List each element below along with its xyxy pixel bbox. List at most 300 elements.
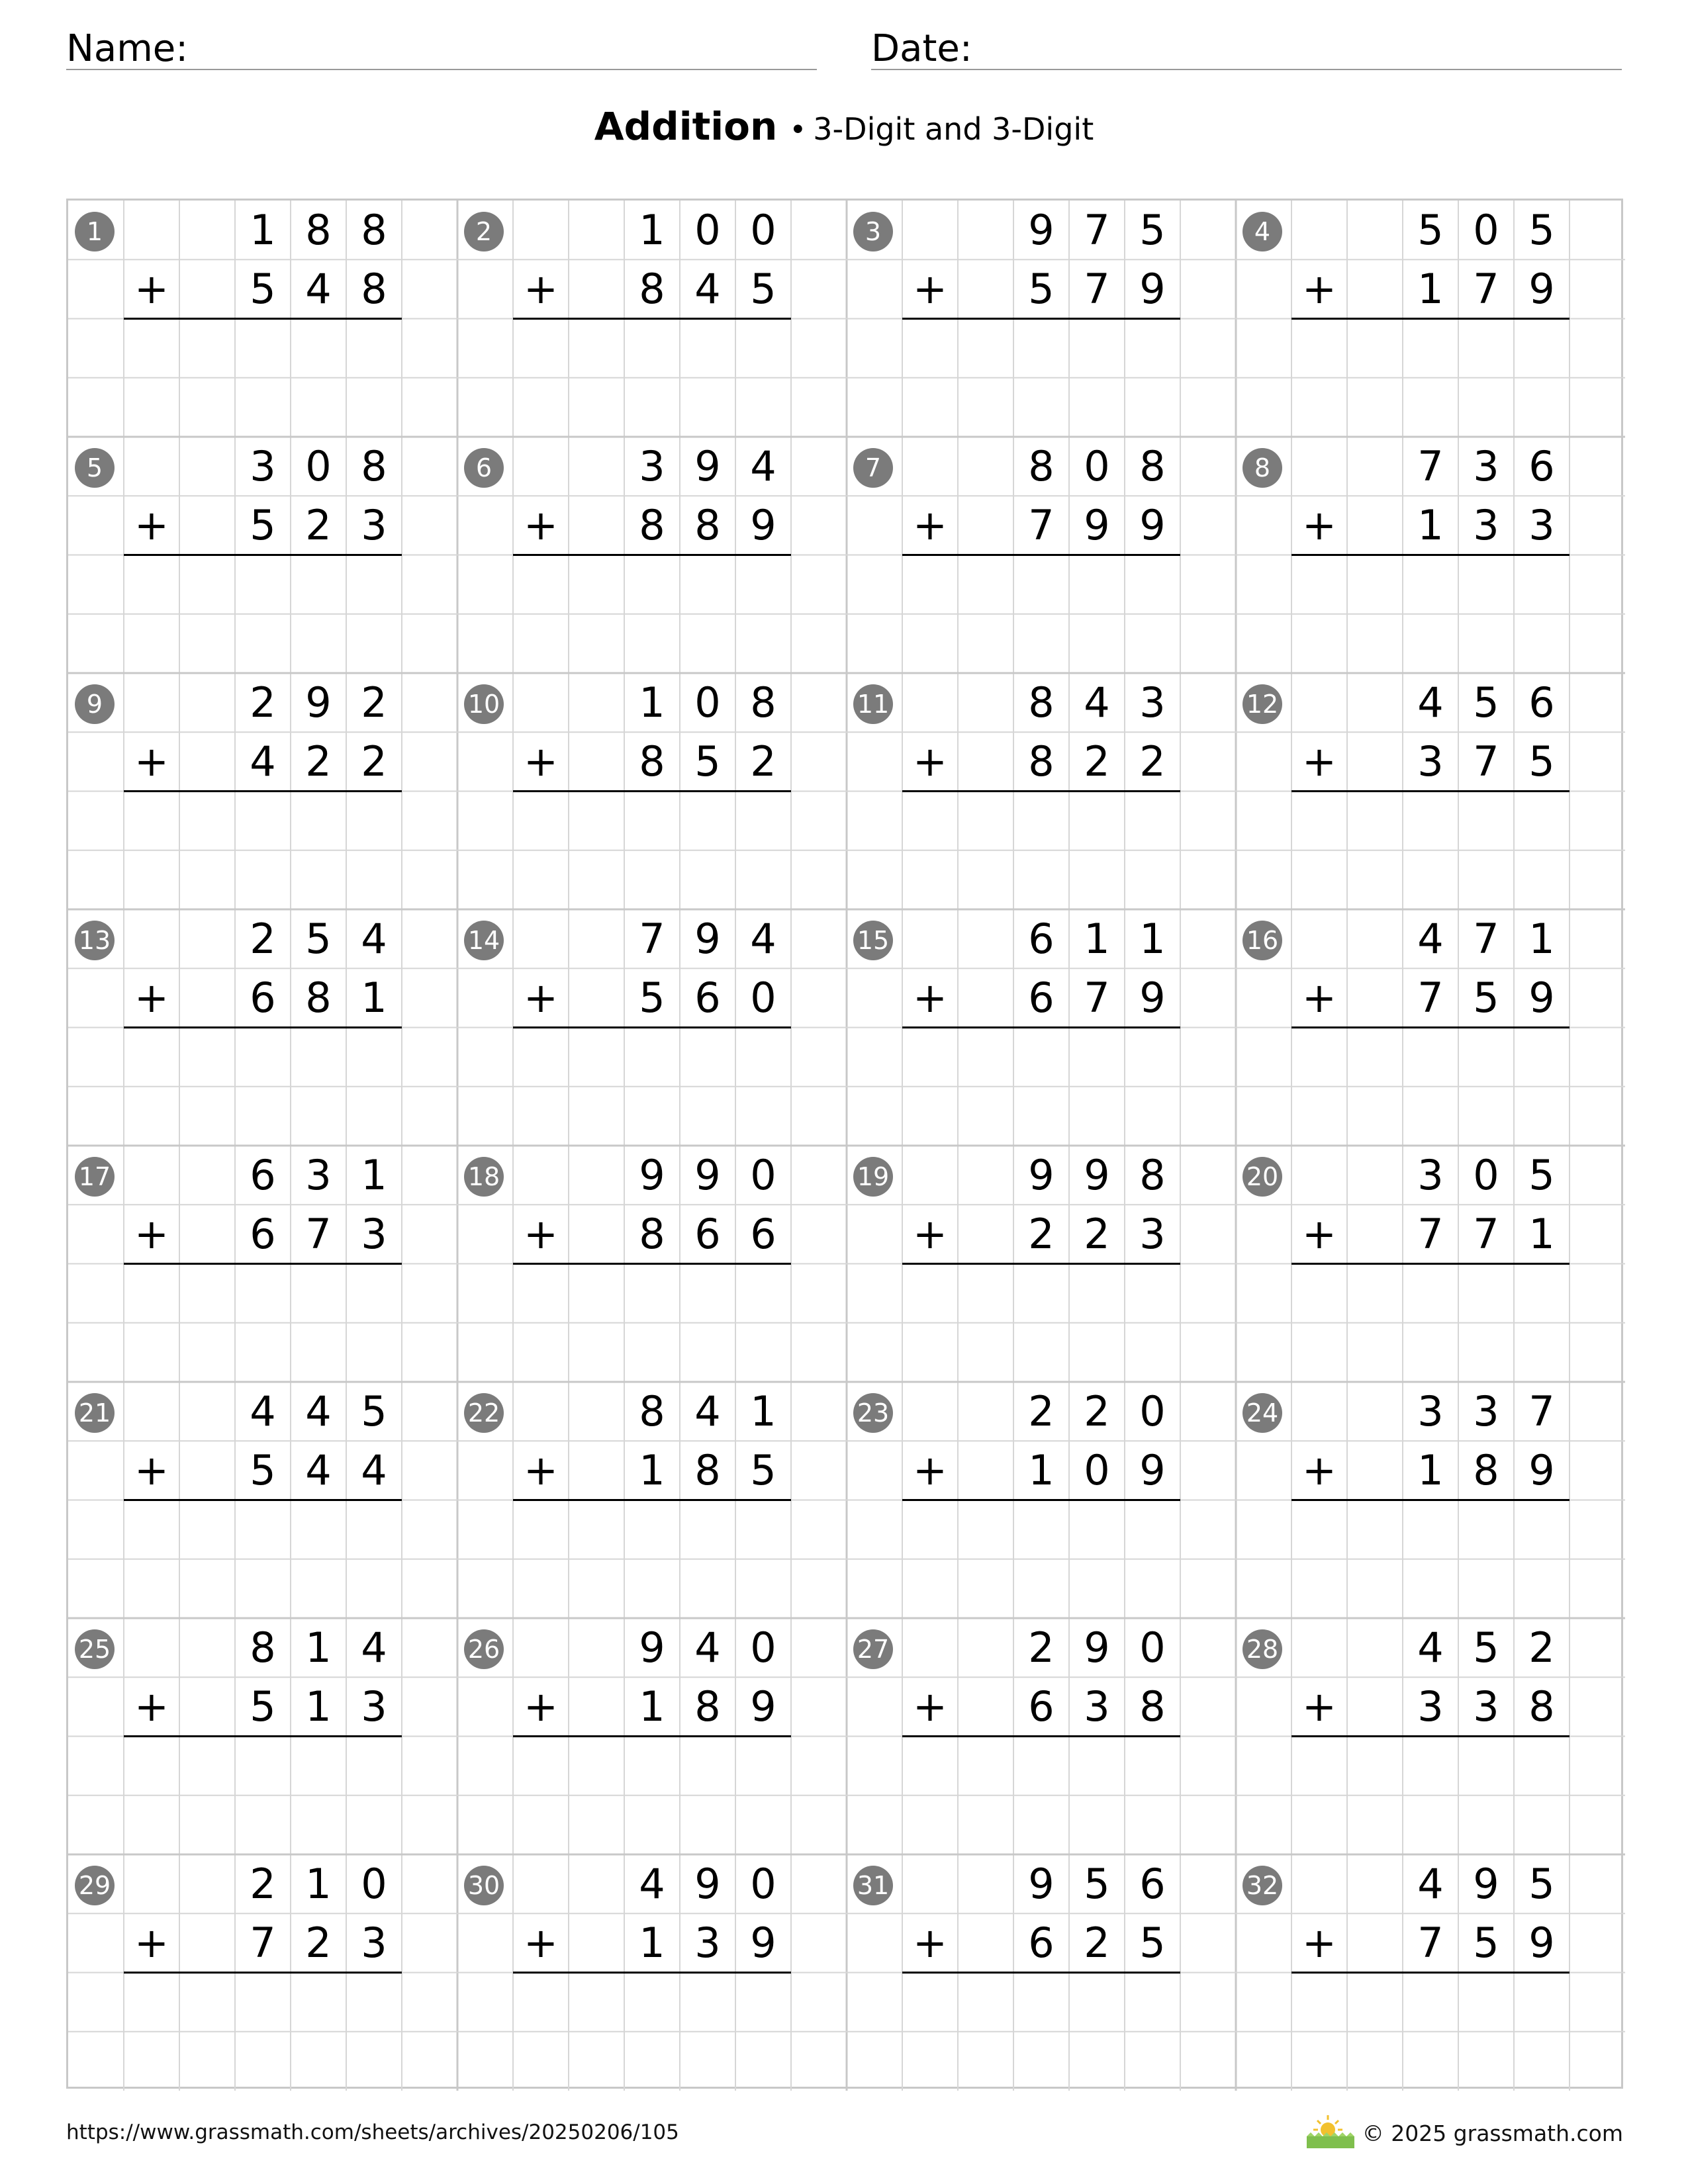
addend-bottom-digit: 2 [361, 737, 387, 786]
addend-top-digit: 0 [750, 1151, 776, 1199]
problem-2 [457, 201, 847, 437]
answer-area[interactable] [124, 320, 402, 432]
addend-bottom-digit: 3 [1139, 1210, 1166, 1258]
addend-bottom-digit: 0 [1084, 1446, 1110, 1494]
addend-bottom-digit: 2 [305, 737, 332, 786]
answer-area[interactable] [902, 1265, 1180, 1377]
problem-number-badge: 27 [853, 1629, 893, 1669]
addend-bottom-digit: 8 [1473, 1446, 1499, 1494]
title-subtitle: 3-Digit and 3-Digit [813, 111, 1094, 147]
plus-sign: + [134, 1682, 169, 1731]
plus-sign: + [134, 265, 169, 313]
problem-number-badge: 19 [853, 1157, 893, 1197]
addend-bottom-digit: 6 [1028, 1919, 1055, 1967]
addend-bottom-digit: 1 [1528, 1210, 1555, 1258]
addend-top-digit: 4 [250, 1387, 276, 1435]
problem-number-badge: 15 [853, 921, 893, 960]
addend-top-digit: 8 [305, 206, 332, 254]
addend-top-digit: 9 [694, 915, 721, 963]
addend-top-digit: 4 [639, 1860, 665, 1908]
problem-13 [68, 909, 457, 1146]
addend-bottom-digit: 8 [694, 1446, 721, 1494]
problem-number-badge: 11 [853, 684, 893, 724]
addend-top-digit: 3 [639, 442, 665, 490]
addend-top-digit: 0 [694, 678, 721, 727]
plus-sign: + [913, 1210, 947, 1258]
addend-bottom-digit: 4 [305, 265, 332, 313]
addend-bottom-digit: 9 [1528, 1919, 1555, 1967]
problem-25 [68, 1618, 457, 1854]
addend-top-digit: 8 [639, 1387, 665, 1435]
addend-top-digit: 3 [1139, 678, 1166, 727]
problem-28 [1236, 1618, 1625, 1854]
addend-bottom-digit: 7 [1417, 1919, 1444, 1967]
problem-number-badge: 14 [464, 921, 504, 960]
addend-top-digit: 4 [1417, 915, 1444, 963]
answer-area[interactable] [124, 1028, 402, 1141]
plus-sign: + [524, 265, 558, 313]
problem-12 [1236, 673, 1625, 909]
plus-sign: + [524, 1210, 558, 1258]
plus-sign: + [913, 265, 947, 313]
addend-bottom-digit: 6 [1028, 974, 1055, 1022]
answer-area[interactable] [902, 556, 1180, 668]
addend-bottom-digit: 7 [1084, 265, 1110, 313]
addend-top-digit: 5 [1528, 1860, 1555, 1908]
addend-top-digit: 5 [1139, 206, 1166, 254]
answer-area[interactable] [124, 1265, 402, 1377]
addend-top-digit: 5 [1084, 1860, 1110, 1908]
addend-bottom-digit: 4 [250, 737, 276, 786]
addend-top-digit: 5 [1473, 678, 1499, 727]
addend-bottom-digit: 9 [750, 501, 776, 549]
plus-sign: + [1302, 1210, 1336, 1258]
problem-number-badge: 10 [464, 684, 504, 724]
addend-top-digit: 8 [1139, 442, 1166, 490]
addend-top-digit: 4 [694, 1387, 721, 1435]
addend-bottom-digit: 5 [250, 501, 276, 549]
addend-bottom-digit: 8 [639, 737, 665, 786]
problem-number-badge: 25 [75, 1629, 115, 1669]
addend-bottom-digit: 5 [639, 974, 665, 1022]
sun-over-grass-icon [1303, 2113, 1358, 2150]
plus-sign: + [524, 974, 558, 1022]
problem-21 [68, 1382, 457, 1618]
problem-5 [68, 437, 457, 673]
addend-bottom-digit: 5 [250, 265, 276, 313]
addend-top-digit: 4 [305, 1387, 332, 1435]
plus-sign: + [1302, 1446, 1336, 1494]
addend-top-digit: 0 [750, 1623, 776, 1672]
addend-top-digit: 3 [1473, 1387, 1499, 1435]
addend-bottom-digit: 2 [1084, 1919, 1110, 1967]
answer-area[interactable] [902, 320, 1180, 432]
plus-sign: + [134, 501, 169, 549]
addend-bottom-digit: 1 [1417, 1446, 1444, 1494]
addend-bottom-digit: 6 [694, 1210, 721, 1258]
addend-top-digit: 2 [250, 1860, 276, 1908]
addend-top-digit: 2 [250, 678, 276, 727]
addend-top-digit: 2 [250, 915, 276, 963]
addend-top-digit: 6 [1139, 1860, 1166, 1908]
answer-area[interactable] [902, 1974, 1180, 2086]
problem-number-badge: 30 [464, 1866, 504, 1905]
addend-bottom-digit: 6 [250, 1210, 276, 1258]
answer-area[interactable] [513, 792, 791, 905]
addend-bottom-digit: 9 [1528, 1446, 1555, 1494]
answer-area[interactable] [513, 1737, 791, 1850]
answer-area[interactable] [1291, 1974, 1570, 2086]
answer-area[interactable] [902, 1737, 1180, 1850]
addend-bottom-digit: 3 [361, 1682, 387, 1731]
addend-bottom-digit: 9 [1528, 265, 1555, 313]
addend-top-digit: 0 [694, 206, 721, 254]
addend-top-digit: 0 [1084, 442, 1110, 490]
problem-number-badge: 21 [75, 1393, 115, 1433]
answer-area[interactable] [513, 1028, 791, 1141]
answer-area[interactable] [513, 1501, 791, 1614]
addend-top-digit: 8 [1028, 678, 1055, 727]
problem-number-badge: 5 [75, 448, 115, 488]
addend-bottom-digit: 4 [361, 1446, 387, 1494]
addend-bottom-digit: 1 [639, 1446, 665, 1494]
addend-top-digit: 4 [1084, 678, 1110, 727]
addend-bottom-digit: 6 [250, 974, 276, 1022]
addend-bottom-digit: 2 [305, 1919, 332, 1967]
problem-4 [1236, 201, 1625, 437]
problem-9 [68, 673, 457, 909]
addend-bottom-digit: 8 [694, 501, 721, 549]
problem-7 [847, 437, 1236, 673]
addend-bottom-digit: 5 [1139, 1919, 1166, 1967]
plus-sign: + [524, 737, 558, 786]
addend-top-digit: 1 [250, 206, 276, 254]
addend-bottom-digit: 3 [1417, 737, 1444, 786]
addend-bottom-digit: 6 [1028, 1682, 1055, 1731]
addend-top-digit: 8 [750, 678, 776, 727]
problem-number-badge: 23 [853, 1393, 893, 1433]
addend-top-digit: 1 [305, 1623, 332, 1672]
addend-bottom-digit: 7 [1473, 1210, 1499, 1258]
title-separator: • [789, 113, 807, 147]
addend-bottom-digit: 2 [1084, 1210, 1110, 1258]
answer-area[interactable] [513, 1974, 791, 2086]
addend-top-digit: 3 [1417, 1387, 1444, 1435]
addend-bottom-digit: 9 [1139, 1446, 1166, 1494]
title-main: Addition [594, 104, 778, 149]
problem-24 [1236, 1382, 1625, 1618]
addend-top-digit: 8 [1028, 442, 1055, 490]
answer-area[interactable] [902, 792, 1180, 905]
problem-number-badge: 8 [1243, 448, 1282, 488]
problem-number-badge: 31 [853, 1866, 893, 1905]
addend-top-digit: 8 [1139, 1151, 1166, 1199]
answer-area[interactable] [1291, 320, 1570, 432]
problem-17 [68, 1146, 457, 1382]
addend-bottom-digit: 6 [694, 974, 721, 1022]
addend-bottom-digit: 9 [1084, 501, 1110, 549]
addend-top-digit: 1 [639, 206, 665, 254]
addend-top-digit: 2 [1028, 1623, 1055, 1672]
problem-number-badge: 16 [1243, 921, 1282, 960]
addend-top-digit: 6 [1028, 915, 1055, 963]
addend-bottom-digit: 9 [1528, 974, 1555, 1022]
problem-18 [457, 1146, 847, 1382]
addend-bottom-digit: 7 [305, 1210, 332, 1258]
problem-number-badge: 1 [75, 212, 115, 251]
addend-bottom-digit: 2 [1139, 737, 1166, 786]
answer-area[interactable] [513, 1265, 791, 1377]
answer-area[interactable] [513, 556, 791, 668]
problem-22 [457, 1382, 847, 1618]
problem-6 [457, 437, 847, 673]
plus-sign: + [913, 737, 947, 786]
problem-16 [1236, 909, 1625, 1146]
addend-top-digit: 9 [694, 1860, 721, 1908]
answer-area[interactable] [124, 1501, 402, 1614]
addend-top-digit: 2 [361, 678, 387, 727]
addend-bottom-digit: 7 [1473, 265, 1499, 313]
addend-bottom-digit: 3 [1417, 1682, 1444, 1731]
plus-sign: + [134, 1919, 169, 1967]
plus-sign: + [1302, 1919, 1336, 1967]
addend-bottom-digit: 8 [639, 501, 665, 549]
answer-area[interactable] [1291, 1501, 1570, 1614]
addend-top-digit: 0 [1139, 1623, 1166, 1672]
addend-top-digit: 4 [750, 915, 776, 963]
addend-bottom-digit: 9 [750, 1682, 776, 1731]
addend-top-digit: 4 [694, 1623, 721, 1672]
addend-bottom-digit: 8 [639, 1210, 665, 1258]
addend-top-digit: 4 [750, 442, 776, 490]
answer-area[interactable] [1291, 792, 1570, 905]
addend-top-digit: 5 [361, 1387, 387, 1435]
addend-bottom-digit: 7 [1084, 974, 1110, 1022]
addend-bottom-digit: 8 [361, 265, 387, 313]
addend-bottom-digit: 7 [1028, 501, 1055, 549]
problem-number-badge: 12 [1243, 684, 1282, 724]
answer-area[interactable] [124, 556, 402, 668]
addend-top-digit: 9 [305, 678, 332, 727]
answer-area[interactable] [124, 1974, 402, 2086]
addend-bottom-digit: 3 [1473, 501, 1499, 549]
addend-top-digit: 7 [639, 915, 665, 963]
addend-bottom-digit: 9 [1139, 265, 1166, 313]
addend-bottom-digit: 7 [250, 1919, 276, 1967]
addend-top-digit: 1 [1139, 915, 1166, 963]
problem-number-badge: 26 [464, 1629, 504, 1669]
addend-bottom-digit: 1 [1028, 1446, 1055, 1494]
addend-bottom-digit: 9 [1139, 974, 1166, 1022]
addend-top-digit: 3 [305, 1151, 332, 1199]
addend-top-digit: 4 [361, 1623, 387, 1672]
answer-area[interactable] [1291, 1737, 1570, 1850]
problem-number-badge: 29 [75, 1866, 115, 1905]
plus-sign: + [134, 737, 169, 786]
addend-top-digit: 6 [1528, 678, 1555, 727]
problem-14 [457, 909, 847, 1146]
addend-bottom-digit: 3 [361, 1919, 387, 1967]
answer-area[interactable] [513, 320, 791, 432]
problem-23 [847, 1382, 1236, 1618]
problem-number-badge: 18 [464, 1157, 504, 1197]
addend-bottom-digit: 9 [750, 1919, 776, 1967]
answer-area[interactable] [124, 792, 402, 905]
addend-top-digit: 9 [1028, 206, 1055, 254]
addend-bottom-digit: 5 [250, 1446, 276, 1494]
problem-27 [847, 1618, 1236, 1854]
addend-top-digit: 7 [1528, 1387, 1555, 1435]
plus-sign: + [134, 1210, 169, 1258]
addend-top-digit: 8 [361, 442, 387, 490]
addend-bottom-digit: 5 [250, 1682, 276, 1731]
addend-bottom-digit: 0 [750, 974, 776, 1022]
problem-number-badge: 22 [464, 1393, 504, 1433]
addend-top-digit: 2 [1528, 1623, 1555, 1672]
problem-number-badge: 2 [464, 212, 504, 251]
plus-sign: + [1302, 737, 1336, 786]
addend-top-digit: 9 [694, 1151, 721, 1199]
addend-top-digit: 9 [1028, 1151, 1055, 1199]
plus-sign: + [1302, 501, 1336, 549]
problem-32 [1236, 1854, 1625, 2091]
addend-bottom-digit: 3 [1528, 501, 1555, 549]
plus-sign: + [524, 501, 558, 549]
addend-top-digit: 6 [1528, 442, 1555, 490]
footer-url[interactable]: https://www.grassmath.com/sheets/archives/20250206/105 [66, 2120, 679, 2144]
worksheet-title [0, 106, 1688, 148]
plus-sign: + [524, 1919, 558, 1967]
addend-top-digit: 2 [1028, 1387, 1055, 1435]
plus-sign: + [913, 974, 947, 1022]
name-label: Name: [66, 27, 189, 70]
addend-top-digit: 0 [750, 1860, 776, 1908]
addend-bottom-digit: 4 [694, 265, 721, 313]
addend-top-digit: 1 [750, 1387, 776, 1435]
addend-bottom-digit: 5 [750, 1446, 776, 1494]
answer-area[interactable] [902, 1028, 1180, 1141]
addend-top-digit: 0 [1473, 206, 1499, 254]
addend-top-digit: 0 [305, 442, 332, 490]
addend-top-digit: 7 [1473, 915, 1499, 963]
footer-copyright: © 2025 grassmath.com [1362, 2120, 1623, 2146]
problem-19 [847, 1146, 1236, 1382]
problem-number-badge: 17 [75, 1157, 115, 1197]
addend-bottom-digit: 4 [305, 1446, 332, 1494]
plus-sign: + [1302, 974, 1336, 1022]
addend-top-digit: 5 [1528, 206, 1555, 254]
addend-bottom-digit: 5 [1473, 1919, 1499, 1967]
addend-bottom-digit: 1 [639, 1919, 665, 1967]
addend-top-digit: 7 [1084, 206, 1110, 254]
addend-bottom-digit: 2 [1084, 737, 1110, 786]
problem-15 [847, 909, 1236, 1146]
problem-1 [68, 201, 457, 437]
problem-11 [847, 673, 1236, 909]
addend-top-digit: 4 [361, 915, 387, 963]
addend-top-digit: 4 [1417, 1623, 1444, 1672]
addend-bottom-digit: 2 [1028, 1210, 1055, 1258]
answer-area[interactable] [902, 1501, 1180, 1614]
addend-bottom-digit: 5 [750, 265, 776, 313]
addend-top-digit: 0 [1473, 1151, 1499, 1199]
problem-number-badge: 13 [75, 921, 115, 960]
addend-top-digit: 9 [1084, 1623, 1110, 1672]
addend-top-digit: 1 [305, 1860, 332, 1908]
addend-bottom-digit: 3 [1084, 1682, 1110, 1731]
plus-sign: + [524, 1682, 558, 1731]
addend-bottom-digit: 3 [361, 501, 387, 549]
plus-sign: + [524, 1446, 558, 1494]
problem-number-badge: 4 [1243, 212, 1282, 251]
addend-bottom-digit: 8 [1028, 737, 1055, 786]
problem-number-badge: 28 [1243, 1629, 1282, 1669]
plus-sign: + [1302, 1682, 1336, 1731]
addend-bottom-digit: 7 [1473, 737, 1499, 786]
plus-sign: + [134, 974, 169, 1022]
answer-area[interactable] [1291, 1028, 1570, 1141]
problem-31 [847, 1854, 1236, 2091]
addend-bottom-digit: 6 [750, 1210, 776, 1258]
plus-sign: + [913, 1682, 947, 1731]
addend-bottom-digit: 8 [1139, 1682, 1166, 1731]
addend-top-digit: 9 [1084, 1151, 1110, 1199]
addend-top-digit: 5 [1473, 1623, 1499, 1672]
name-field[interactable] [66, 20, 817, 70]
addend-bottom-digit: 5 [1528, 737, 1555, 786]
problem-26 [457, 1618, 847, 1854]
addend-top-digit: 3 [250, 442, 276, 490]
addend-top-digit: 0 [361, 1860, 387, 1908]
addend-bottom-digit: 2 [305, 501, 332, 549]
plus-sign: + [134, 1446, 169, 1494]
answer-area[interactable] [1291, 1265, 1570, 1377]
addend-bottom-digit: 1 [1417, 265, 1444, 313]
addend-bottom-digit: 8 [1528, 1682, 1555, 1731]
problem-number-badge: 3 [853, 212, 893, 251]
addend-top-digit: 9 [1473, 1860, 1499, 1908]
plus-sign: + [913, 501, 947, 549]
addend-bottom-digit: 2 [750, 737, 776, 786]
addend-top-digit: 6 [250, 1151, 276, 1199]
addend-top-digit: 8 [250, 1623, 276, 1672]
addend-top-digit: 9 [694, 442, 721, 490]
date-label: Date: [871, 27, 972, 70]
answer-area[interactable] [1291, 556, 1570, 668]
problem-3 [847, 201, 1236, 437]
addend-bottom-digit: 8 [694, 1682, 721, 1731]
addend-top-digit: 0 [750, 206, 776, 254]
date-field[interactable] [871, 20, 1622, 70]
addend-top-digit: 9 [639, 1623, 665, 1672]
addend-top-digit: 4 [1417, 1860, 1444, 1908]
problem-number-badge: 6 [464, 448, 504, 488]
addend-top-digit: 1 [361, 1151, 387, 1199]
problem-8 [1236, 437, 1625, 673]
plus-sign: + [1302, 265, 1336, 313]
addend-bottom-digit: 1 [639, 1682, 665, 1731]
answer-area[interactable] [124, 1737, 402, 1850]
addend-bottom-digit: 9 [1139, 501, 1166, 549]
addend-top-digit: 0 [1139, 1387, 1166, 1435]
addend-top-digit: 1 [639, 678, 665, 727]
addend-top-digit: 5 [305, 915, 332, 963]
addend-bottom-digit: 8 [639, 265, 665, 313]
addend-top-digit: 1 [1084, 915, 1110, 963]
addend-top-digit: 4 [1417, 678, 1444, 727]
addend-top-digit: 9 [639, 1151, 665, 1199]
plus-sign: + [913, 1919, 947, 1967]
